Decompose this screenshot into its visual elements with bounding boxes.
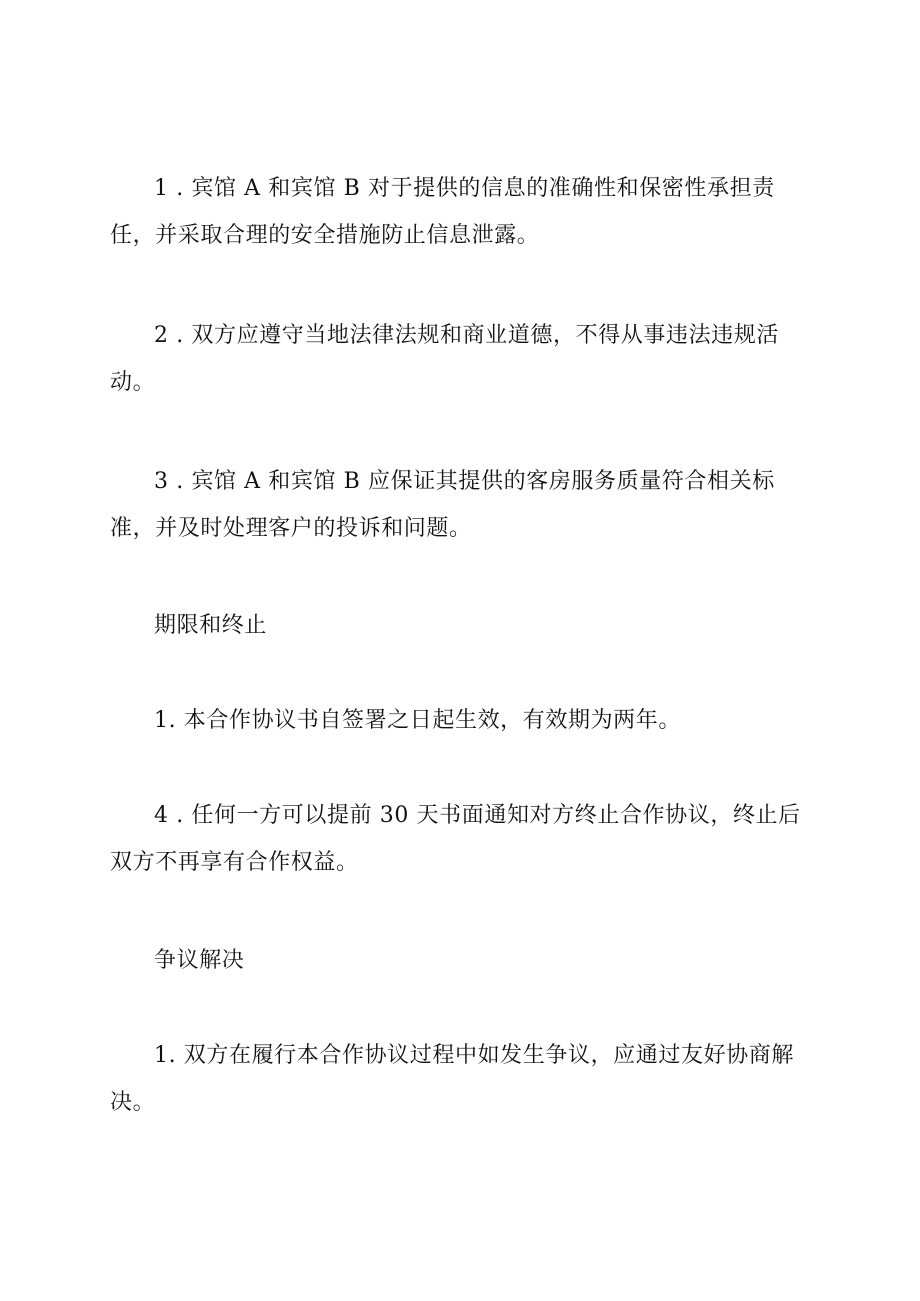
paragraph-line: 准，并及时处理客户的投诉和问题。 xyxy=(110,516,472,541)
clause-effective-period xyxy=(110,697,810,744)
section-heading-dispute: 争议解决 xyxy=(154,948,245,973)
clause-termination-notice xyxy=(110,792,810,886)
paragraph-line: 决。 xyxy=(110,1090,156,1115)
clause-dispute-resolution xyxy=(110,1032,810,1126)
paragraph-line: 1 . 宾馆 A 和宾馆 B 对于提供的信息的准确性和保密性承担责 xyxy=(154,176,775,201)
clause-service-quality xyxy=(110,458,810,552)
paragraph-line: 双方不再享有合作权益。 xyxy=(110,850,359,875)
section-heading-term: 期限和终止 xyxy=(154,613,268,638)
paragraph-line: 4 . 任何一方可以提前 30 天书面通知对方终止合作协议，终止后 xyxy=(154,803,801,828)
paragraph-line: 1. 本合作协议书自签署之日起生效，有效期为两年。 xyxy=(154,708,681,733)
paragraph-line: 任，并采取合理的安全措施防止信息泄露。 xyxy=(110,223,540,248)
clause-legal-compliance xyxy=(110,312,810,406)
paragraph-line: 1. 双方在履行本合作协议过程中如发生争议，应通过友好协商解 xyxy=(154,1043,794,1068)
clause-info-accuracy xyxy=(110,165,810,259)
paragraph-line: 3 . 宾馆 A 和宾馆 B 应保证其提供的客房服务质量符合相关标 xyxy=(154,469,775,494)
paragraph-line: 2 . 双方应遵守当地法律法规和商业道德，不得从事违法违规活 xyxy=(154,323,779,348)
paragraph-line: 动。 xyxy=(110,370,156,395)
